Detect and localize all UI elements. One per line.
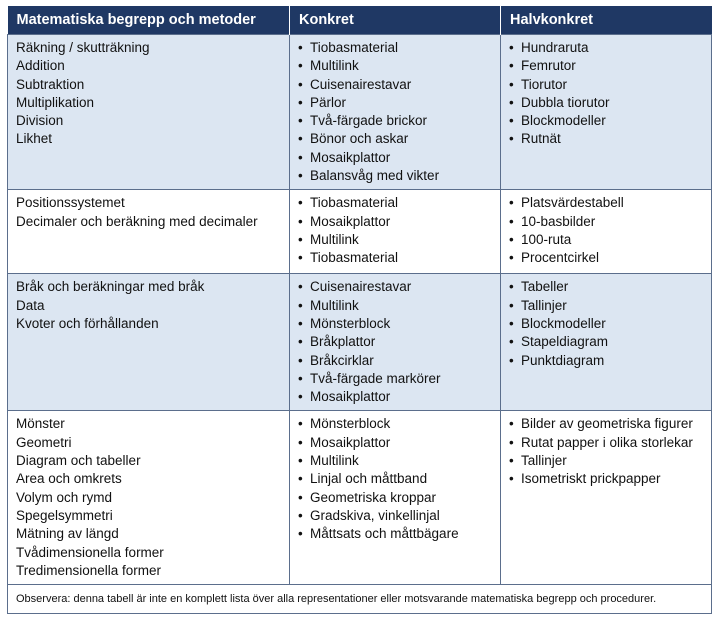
halvkonkret-item: • Tallinjer bbox=[509, 452, 703, 470]
konkret-item: • Gradskiva, vinkellinjal bbox=[298, 507, 492, 525]
representation-table bbox=[7, 6, 712, 614]
konkret-item: • Mosaikplattor bbox=[298, 149, 492, 167]
concept-item: Data bbox=[16, 297, 45, 313]
konkret-item: • Mosaikplattor bbox=[298, 213, 492, 231]
konkret-cell bbox=[290, 35, 501, 190]
konkret-cell bbox=[290, 411, 501, 585]
halvkonkret-item: • 100-ruta bbox=[509, 231, 703, 249]
halvkonkret-cell bbox=[501, 190, 712, 274]
konkret-item: • Bråkcirklar bbox=[298, 352, 492, 370]
halvkonkret-item: • Stapeldiagram bbox=[509, 333, 703, 351]
halvkonkret-item: • Rutnät bbox=[509, 130, 703, 148]
concept-item: Subtraktion bbox=[16, 76, 85, 92]
concept-item: Volym och rymd bbox=[16, 489, 113, 505]
konkret-item: • Balansvåg med vikter bbox=[298, 167, 492, 185]
konkret-item: • Två-färgade markörer bbox=[298, 370, 492, 388]
halvkonkret-item: • Isometriskt prickpapper bbox=[509, 470, 703, 488]
header-konkret: Konkret bbox=[290, 6, 501, 35]
konkret-item: • Geometriska kroppar bbox=[298, 489, 492, 507]
halvkonkret-item: • Dubbla tiorutor bbox=[509, 94, 703, 112]
concept-item: Diagram och tabeller bbox=[16, 453, 141, 469]
concept-item: Likhet bbox=[16, 131, 53, 147]
halvkonkret-item: • 10-basbilder bbox=[509, 213, 703, 231]
konkret-item: • Tiobasmaterial bbox=[298, 249, 492, 267]
konkret-item: • Tiobasmaterial bbox=[298, 39, 492, 57]
concept-item: Decimaler och beräkning med decimaler bbox=[16, 213, 258, 229]
concept-item: Spegelsymmetri bbox=[16, 507, 113, 523]
concept-item: Positionssystemet bbox=[16, 195, 125, 211]
konkret-item: • Multilink bbox=[298, 231, 492, 249]
concept-item: Tvådimensionella former bbox=[16, 544, 164, 560]
konkret-item: • Pärlor bbox=[298, 94, 492, 112]
konkret-item: • Bönor och askar bbox=[298, 130, 492, 148]
halvkonkret-item: • Hundraruta bbox=[509, 39, 703, 57]
halvkonkret-item: • Platsvärdestabell bbox=[509, 194, 703, 212]
konkret-item: • Multilink bbox=[298, 57, 492, 75]
concept-item: Räkning / skutträkning bbox=[16, 40, 150, 55]
konkret-cell bbox=[290, 274, 501, 411]
table-row bbox=[8, 190, 712, 274]
halvkonkret-item: • Punktdiagram bbox=[509, 352, 703, 370]
konkret-item: • Cuisenairestavar bbox=[298, 76, 492, 94]
concept-item: Multiplikation bbox=[16, 94, 95, 110]
konkret-item: • Bråkplattor bbox=[298, 333, 492, 351]
header-halvkonkret: Halvkonkret bbox=[501, 6, 712, 35]
halvkonkret-cell bbox=[501, 274, 712, 411]
concept-item: Addition bbox=[16, 58, 65, 74]
halvkonkret-item: • Bilder av geometriska figurer bbox=[509, 415, 703, 433]
concept-item: Division bbox=[16, 113, 64, 129]
concept-item: Geometri bbox=[16, 434, 72, 450]
concepts-cell bbox=[8, 35, 290, 190]
concept-item: Mönster bbox=[16, 416, 65, 432]
konkret-item: • Linjal och måttband bbox=[298, 470, 492, 488]
konkret-cell bbox=[290, 190, 501, 274]
header-concepts: Matematiska begrepp och metoder bbox=[8, 6, 290, 35]
konkret-item: • Mönsterblock bbox=[298, 315, 492, 333]
note-row bbox=[8, 585, 712, 614]
concept-item: Tredimensionella former bbox=[16, 562, 162, 578]
table-note: Observera: denna tabell är inte en komplett lista över alla representationer eller motsvarande matematiska begrepp och procedurer. bbox=[8, 585, 712, 614]
concepts-cell bbox=[8, 411, 290, 585]
konkret-item: • Multilink bbox=[298, 297, 492, 315]
table-row bbox=[8, 411, 712, 585]
halvkonkret-item: • Blockmodeller bbox=[509, 315, 703, 333]
konkret-item: • Mönsterblock bbox=[298, 415, 492, 433]
header-row bbox=[8, 6, 712, 35]
konkret-item: • Mosaikplattor bbox=[298, 388, 492, 406]
konkret-item: • Måttsats och måttbägare bbox=[298, 525, 492, 543]
concept-item: Bråk och beräkningar med bråk bbox=[16, 279, 205, 295]
concepts-cell bbox=[8, 190, 290, 274]
halvkonkret-cell bbox=[501, 35, 712, 190]
halvkonkret-item: • Blockmodeller bbox=[509, 112, 703, 130]
konkret-item: • Två-färgade brickor bbox=[298, 112, 492, 130]
concept-item: Area och omkrets bbox=[16, 471, 122, 487]
konkret-item: • Mosaikplattor bbox=[298, 434, 492, 452]
konkret-item: • Cuisenairestavar bbox=[298, 278, 492, 296]
halvkonkret-item: • Rutat papper i olika storlekar bbox=[509, 434, 703, 452]
konkret-item: • Tiobasmaterial bbox=[298, 194, 492, 212]
concept-item: Kvoter och förhållanden bbox=[16, 315, 159, 331]
table-row bbox=[8, 35, 712, 190]
konkret-item: • Multilink bbox=[298, 452, 492, 470]
concepts-cell bbox=[8, 274, 290, 411]
halvkonkret-cell bbox=[501, 411, 712, 585]
table-row bbox=[8, 274, 712, 411]
halvkonkret-item: • Tiorutor bbox=[509, 76, 703, 94]
halvkonkret-item: • Tallinjer bbox=[509, 297, 703, 315]
halvkonkret-item: • Femrutor bbox=[509, 57, 703, 75]
concept-item: Mätning av längd bbox=[16, 526, 119, 542]
halvkonkret-item: • Tabeller bbox=[509, 278, 703, 296]
halvkonkret-item: • Procentcirkel bbox=[509, 249, 703, 267]
